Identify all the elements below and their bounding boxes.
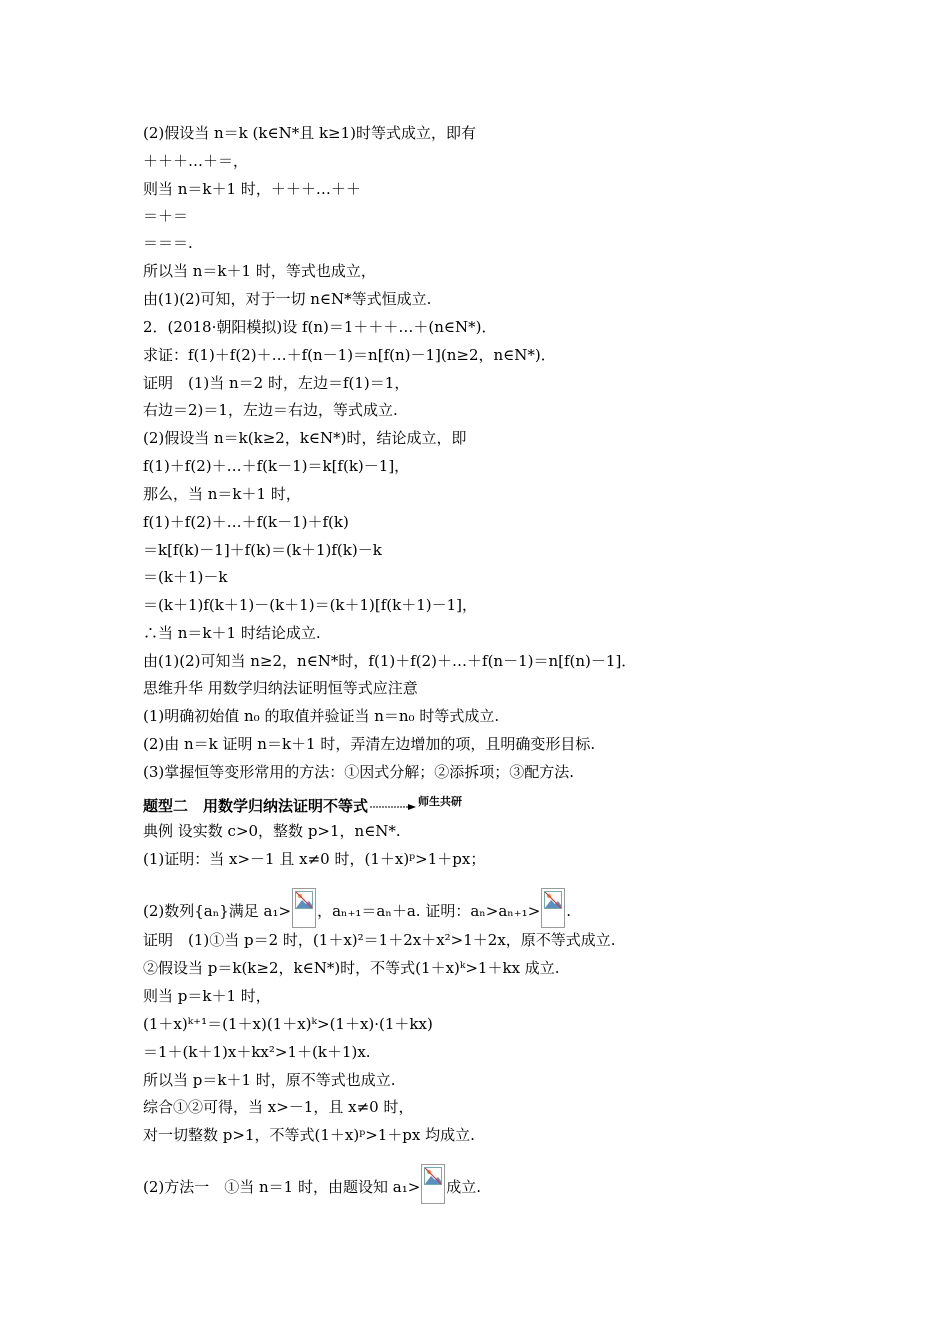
text-line: 综合①②可得，当 x>－1，且 x≠0 时，	[143, 1098, 414, 1116]
text-line: 则当 p＝k＋1 时，	[143, 987, 271, 1005]
method-line	[143, 1164, 481, 1204]
text-line: (1)证明：当 x>－1 且 x≠0 时，(1＋x)ᵖ>1＋px；	[143, 850, 486, 868]
text-line: 右边＝2)＝1，左边＝右边，等式成立.	[143, 401, 398, 419]
text-line: ＋＋＋…＋＝，	[143, 152, 249, 170]
method-text-b: 成立.	[446, 1178, 482, 1196]
text-line: (2)假设当 n＝k (k∈N*且 k≥1)时等式成立，即有	[143, 124, 477, 142]
text-line: (3)掌握恒等变形常用的方法：①因式分解；②添拆项；③配方法.	[143, 763, 575, 781]
text-line: (1＋x)ᵏ⁺¹＝(1＋x)(1＋x)ᵏ>(1＋x)·(1＋kx)	[143, 1015, 433, 1033]
text-line: (1)明确初始值 n₀ 的取值并验证当 n＝n₀ 时等式成立.	[143, 707, 500, 725]
text-line: ＝(k＋1)－k	[143, 568, 228, 586]
text-line: 证明 (1)当 n＝2 时，左边＝f(1)＝1，	[143, 374, 410, 392]
text-line: 对一切整数 p>1，不等式(1＋x)ᵖ>1＋px 均成立.	[143, 1126, 475, 1144]
text-line: 典例 设实数 c>0，整数 p>1，n∈N*.	[143, 822, 401, 840]
text-line: 则当 n＝k＋1 时，＋＋＋…＋＋	[143, 180, 361, 198]
text-line: 2．(2018·朝阳模拟)设 f(n)＝1＋＋＋…＋(n∈N*)．	[143, 318, 497, 336]
text-line: f(1)＋f(2)＋…＋f(k－1)＝k[f(k)－1]，	[143, 457, 410, 475]
broken-image-icon	[421, 1164, 445, 1204]
sequence-line	[143, 888, 571, 928]
text-line: 所以当 p＝k＋1 时，原不等式也成立.	[143, 1071, 396, 1089]
text-line: ∴当 n＝k＋1 时结论成立.	[143, 624, 321, 642]
text-line: (2)由 n＝k 证明 n＝k＋1 时，弄清左边增加的项，且明确变形目标.	[143, 735, 596, 753]
text-line: f(1)＋f(2)＋…＋f(k－1)＋f(k)	[143, 513, 349, 531]
text-line: 所以当 n＝k＋1 时，等式也成立，	[143, 262, 376, 280]
text-line: 那么，当 n＝k＋1 时，	[143, 485, 301, 503]
broken-image-icon	[292, 888, 316, 928]
text-line: ＝k[f(k)－1]＋f(k)＝(k＋1)f(k)－k	[143, 541, 382, 559]
text-line: 求证：f(1)＋f(2)＋…＋f(n－1)＝n[f(n)－1](n≥2，n∈N*)．	[143, 346, 556, 364]
text-line: ＝＋＝	[143, 207, 189, 225]
section-tag: 师生共研	[418, 795, 463, 808]
text-line: 证明 (1)①当 p＝2 时，(1＋x)²＝1＋2x＋x²>1＋2x，原不等式成立.	[143, 931, 616, 949]
sequence-text-c: .	[566, 902, 572, 920]
text-line: ＝1＋(k＋1)x＋kx²>1＋(k＋1)x.	[143, 1043, 371, 1061]
arrow-icon	[370, 803, 416, 811]
section-heading-line	[143, 792, 462, 816]
text-line: ＝(k＋1)f(k＋1)－(k＋1)＝(k＋1)[f(k＋1)－1]，	[143, 596, 478, 614]
text-line: 思维升华 用数学归纳法证明恒等式应注意	[143, 679, 418, 697]
method-text-a: (2)方法一 ①当 n＝1 时，由题设知 a₁>	[143, 1178, 421, 1196]
text-line: 由(1)(2)可知当 n≥2，n∈N*时，f(1)＋f(2)＋…＋f(n－1)＝n[f(n)－1]．	[143, 652, 637, 670]
text-line: (2)假设当 n＝k(k≥2，k∈N*)时，结论成立，即	[143, 429, 467, 447]
sequence-text-a: (2)数列{aₙ}满足 a₁>	[143, 902, 292, 920]
broken-image-icon	[541, 888, 565, 928]
text-line: 由(1)(2)可知，对于一切 n∈N*等式恒成立.	[143, 290, 432, 308]
text-line: ②假设当 p＝k(k≥2，k∈N*)时，不等式(1＋x)ᵏ>1＋kx 成立.	[143, 959, 560, 977]
sequence-text-b: ，aₙ₊₁＝aₙ＋a. 证明：aₙ>aₙ₊₁>	[317, 902, 541, 920]
section-heading: 题型二 用数学归纳法证明不等式	[143, 797, 369, 815]
text-line: ＝＝＝.	[143, 234, 193, 252]
